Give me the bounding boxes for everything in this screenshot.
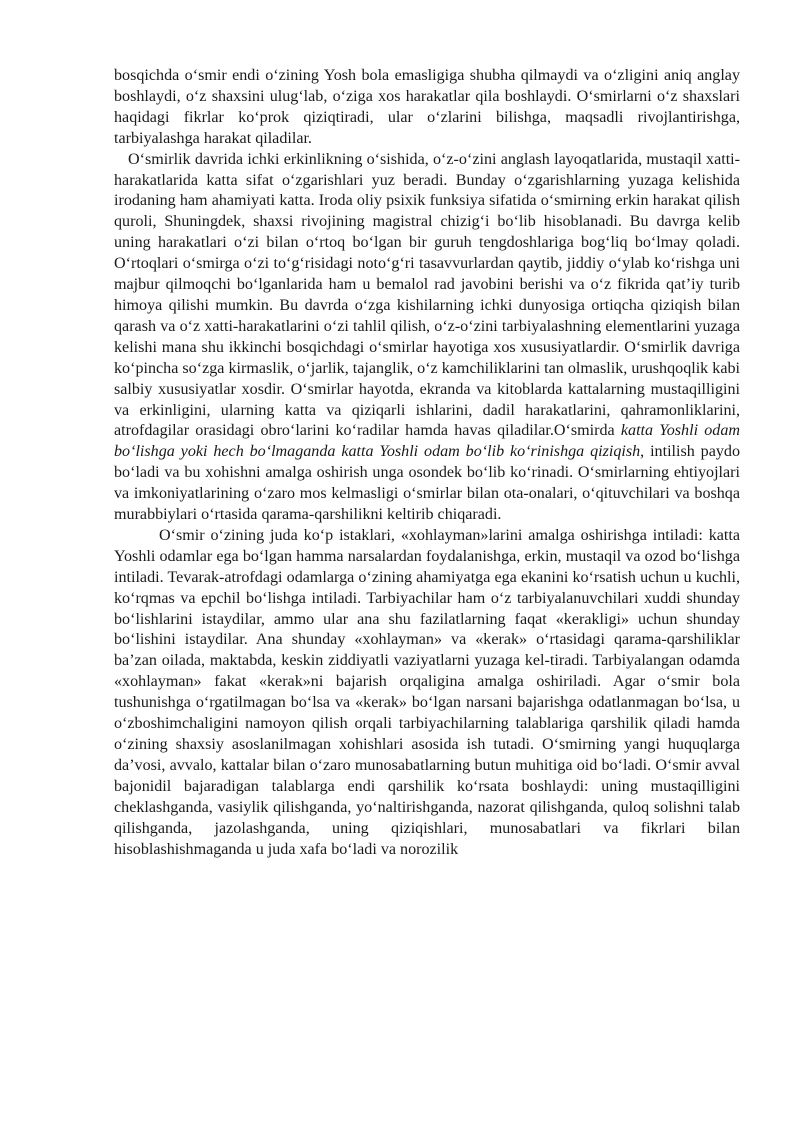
paragraph-1	[114, 66, 740, 150]
paragraph-3-text: O‘smir o‘zining juda ko‘p istaklari, «xohlayman»larini amalga oshirishga intiladi: katta Yoshli odamlar ega bo‘lgan hamma narsalardan foydalanishga, erkin, mustaqil va ozod bo‘lishga intiladi. Tevarak-atrofdagi odamlarga o‘zining ahamiyatga ega ekanini ko‘rsatish uchun u kuchli, ko‘rqmas va epchil bo‘lishga intiladi. Tarbiyachilar ham o‘z tarbiyalanuvchilari xuddi shunday bo‘lishlarini istaydilar, ammo ular ana shu fazilatlarning faqat «kerakligi» uchun shunday bo‘lishini istaydilar. Ana shunday «xohlayman» va «kerak» o‘rtasidagi qarama-qarshiliklar ba’zan oilada, maktabda, keskin ziddiyatli vaziyatlarni yuzaga kel-tiradi. Tarbiyalangan odamda «xohlayman» fakat «kerak»ni bajarish orqaligina amalga oshiriladi. Agar o‘smir bola tushunishga o‘rgatilmagan bo‘lsa va «kerak» bo‘lgan narsani bajarishga odatlanmagan bo‘lsa, u o‘zboshimchaligini namoyon qilish orqali tarbiyachilarning talablariga qarshilik qiladi hamda o‘zining shaxsiy asoslanilmagan xohishlari asosida ish tutadi. O‘smirning yangi huquqlarga da’vosi, avvalo, kattalar bilan o‘zaro munosabatlarning butun muhitiga oid bo‘ladi. O‘smir avval bajonidil bajaradigan talablarga endi qarshilik ko‘rsata boshlaydi: uning mustaqilligini cheklashganda, vasiylik qilishganda, yo‘naltirishganda, nazorat qilishganda, quloq solishni talab qilishganda, jazolashganda, uning qiziqishlari, munosabatlari va fikrlari bilan hisoblashishmaganda u juda xafa bo‘ladi va norozilik	[114, 526, 740, 858]
paragraph-2-text-after: , intilish paydo bo‘ladi va bu xohishni amalga oshirish unga osondek bo‘lib ko‘rinadi. O‘smirlarning ehtiyojlari va imkoniyatlarining o‘zaro mos kelmasligi o‘smirlar bilan ota-onalari, o‘qituvchilari va boshqa murabbiylari o‘rtasida qarama-qarshilikni keltirib chiqaradi.	[114, 443, 740, 524]
paragraph-3	[114, 526, 740, 861]
document-page	[114, 66, 740, 860]
paragraph-1-text: bosqichda o‘smir endi o‘zining Yosh bola emasligiga shubha qilmaydi va o‘zligini aniq anglay boshlaydi, o‘z shaxsini ulug‘lab, o‘ziga xos harakatlar qila boshlaydi. O‘smirlarni o‘z shaxslari haqidagi fikrlar ko‘prok qiziqtiradi, ular o‘zlarini bilishga, maqsadli rivojlantirishga, tarbiyalashga harakat qiladilar.	[114, 67, 740, 147]
paragraph-2-text: O‘smirlik davrida ichki erkinlikning o‘sishida, o‘z-o‘zini anglash layoqatlarida, mustaqil xatti-harakatlarida katta sifat o‘zgarishlari yuz beradi. Bunday o‘zgarishlarning yuzaga kelishida irodaning ham ahamiyati katta. Iroda oliy psixik funksiya sifatida o‘smirning erkin harakat qilish quroli, Shuningdek, shaxsi rivojining magistral chizig‘i bo‘lib hisoblanadi. Bu davrga kelib uning harakatlari o‘zi bilan o‘rtoq bo‘lgan bir guruh tengdoshlariga bog‘liq bo‘lmay qoladi. O‘rtoqlari o‘smirga o‘zi to‘g‘risidagi noto‘g‘ri tasavvurlardan qaytib, jiddiy o‘ylab ko‘rishga uni majbur qilmoqchi bo‘lganlarida ham u bemalol rad javobini berishi va o‘z fikrida qat’iy turib himoya qilishi mumkin. Bu davrda o‘zga kishilarning ichki dunyosiga ortiqcha qiziqish bilan qarash va o‘z xatti-harakatlarini o‘zi tahlil qilish, o‘z-o‘zini tarbiyalashning elementlarini yuzaga kelishi mana shu ikkinchi bosqichdagi o‘smirlar hayotiga xos xususiyatlardir. O‘smirlik davriga ko‘pincha so‘zga kirmaslik, o‘jarlik, tajanglik, o‘z kamchiliklarini tan olmaslik, urushqoqlik kabi salbiy xususiyatlar xosdir. O‘smirlar hayotda, ekranda va kitoblarda kattalarning mustaqilligini va erkinligini, ularning katta va qiziqarli ishlarini, dadil harakatlarini, qahramonliklarini, atrofdagilar orasidagi obro‘larini ko‘radilar hamda havas qiladilar.O‘smirda	[114, 150, 740, 440]
paragraph-2	[114, 150, 740, 526]
paragraph-2-italic-phrase: katta Yoshli odam bo‘lishga yoki hech bo‘lmaganda katta Yoshli odam bo‘lib ko‘rinishga qiziqish	[114, 422, 741, 461]
